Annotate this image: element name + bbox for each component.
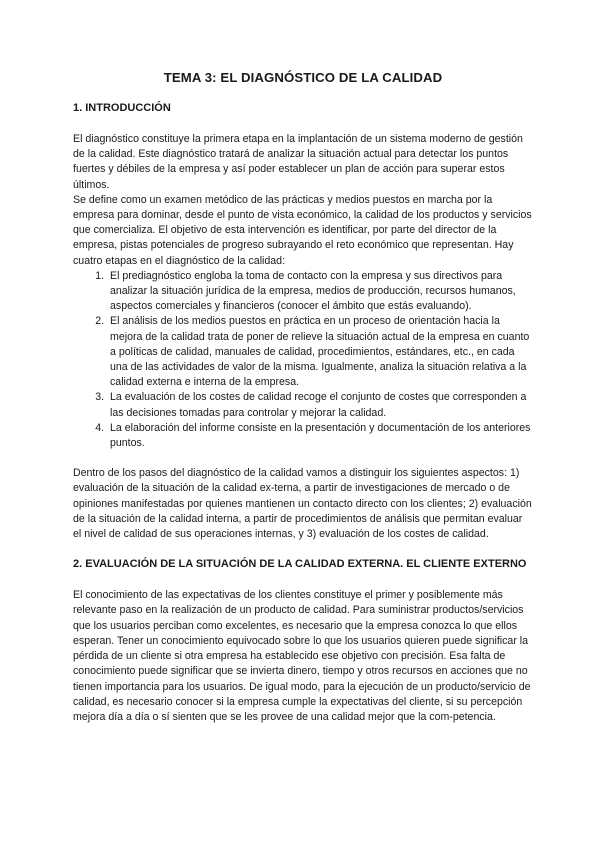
diagnosis-steps-list xyxy=(73,269,533,451)
definition-paragraph: Se define como un examen metódico de las prácticas y medios puestos en marcha por la empresa para dominar, desde el punto de vista económico, la calidad de los productos y servicios que comercializa. El objetivo de esta intervención es identificar, por parte del director de la empresa, pistas potenciales de progreso subrayando el reto económico que representan. Hay cuatro etapas en el diagnóstico de la calidad: xyxy=(73,193,532,267)
spacer xyxy=(73,542,533,557)
list-item: 1. El prediagnóstico engloba la toma de contacto con la empresa y sus directivos para analizar la situación jurídica de la empresa, medios de producción, recursos humanos, aspectos comerciales y financieros (conocer el ámbito que estás evaluando). xyxy=(107,269,533,315)
document-title: TEMA 3: EL DIAGNÓSTICO DE LA CALIDAD xyxy=(163,70,443,85)
section-heading-calidad-externa: 2. EVALUACIÓN DE LA SITUACIÓN DE LA CALIDAD EXTERNA. EL CLIENTE EXTERNO xyxy=(73,558,527,571)
list-item: 3. La evaluación de los costes de calidad recoge el conjunto de costes que corresponden a las decisiones tomadas para controlar y mejorar la calidad. xyxy=(107,390,533,420)
section-heading-introduccion: 1. INTRODUCCIÓN xyxy=(73,102,171,114)
list-item: 4. La elaboración del informe consiste en la presentación y documentación de los anteriores puntos. xyxy=(107,421,533,451)
client-expectations-paragraph: El conocimiento de las expectativas de los clientes constituye el primer y posiblemente más relevante paso en la realización de un producto de calidad. Para suministrar productos/servicios que los usuarios perciban como excelentes, es necesario que la empresa conozca lo que ellos esperan. Tener un conocimiento equivocado sobre lo que los usuarios quieren puede significar la pérdida de un cliente si otra empresa ha establecido ese objetivo con precisión. Esa falta de conocimiento puede significar que se invierta dinero, tiempo y otros recursos en acciones que no tienen importancia para los usuarios. De igual modo, para la ejecución de un producto/servicio de calidad, es necesario conocer si la empresa cumple la expectativas del cliente, si su percepción mejora día a día o sí sienten que se les provee de una calidad mejor que la com-petencia. xyxy=(73,589,531,723)
intro-paragraph: El diagnóstico constituye la primera etapa en la implantación de un sistema moderno de gestión de la calidad. Este diagnóstico tratará de analizar la situación actual para detectar los puntos fuertes y débiles de la empresa y así poder establecer un plan de acción para superar estos últimos. xyxy=(73,133,523,191)
spacer xyxy=(73,451,533,466)
list-item: 2. El análisis de los medios puestos en práctica en un proceso de orientación hacia la mejora de la calidad trata de poner de relieve la situación actual de la empresa en cuanto a políticas de calidad, manuales de calidad, procedimientos, estándares, etc., en cada una de las actividades de valor de la misma. Igualmente, analiza la situación relativa a la calidad externa e interna de la empresa. xyxy=(107,314,533,390)
document-content xyxy=(73,70,533,725)
aspects-paragraph: Dentro de los pasos del diagnóstico de la calidad vamos a distinguir los siguientes aspectos: 1) evaluación de la situación de la calidad ex-terna, a partir de investigaciones de mercado o de opiniones manifestadas por quienes mantienen un contacto directo con los clientes; 2) evaluación de la situación de la calidad interna, a partir de procedimientos de análisis que permitan evaluar el nivel de calidad de sus operaciones internas, y 3) evaluación de los costes de calidad. xyxy=(73,467,532,541)
